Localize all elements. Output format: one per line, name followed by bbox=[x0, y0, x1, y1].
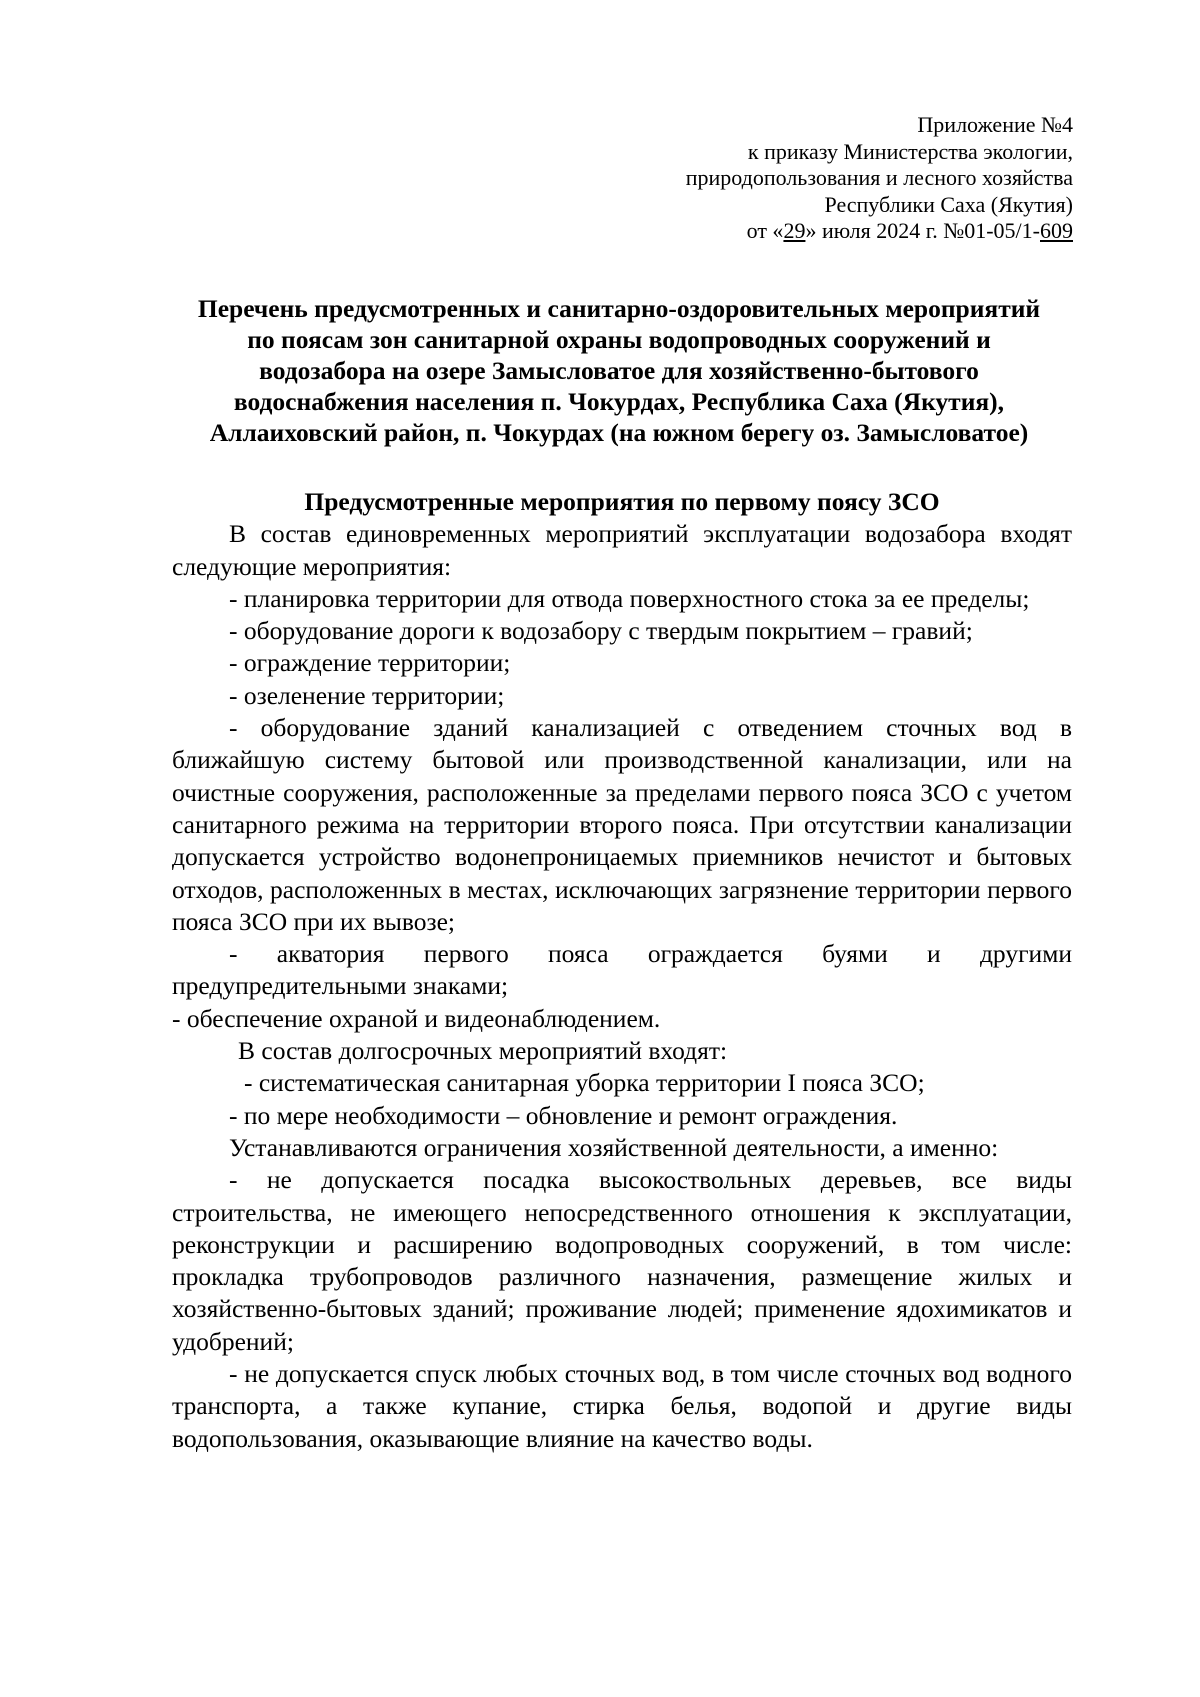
list-item: - обеспечение охраной и видеонаблюдением. bbox=[172, 1003, 661, 1033]
list-item: - систематическая санитарная уборка территории I пояса ЗСО; bbox=[244, 1068, 925, 1098]
list-item: - ограждение территории; bbox=[229, 648, 511, 678]
title-line: Перечень предусмотренных и санитарно-оздоровительных мероприятий bbox=[197, 294, 1041, 323]
date-number: 609 bbox=[1040, 218, 1073, 243]
long-term-intro: В состав долгосрочных мероприятий входят: bbox=[238, 1036, 728, 1066]
list-item: - не допускается спуск любых сточных вод, в том числе сточных вод водного транспорта, а также купание, стирка белья, водопой и другие виды водопользования, оказывающие влияние на качество воды. bbox=[172, 1359, 1072, 1453]
document-body bbox=[172, 486, 1072, 1455]
appendix-line: Республики Саха (Якутия) bbox=[824, 191, 1073, 217]
appendix-line: к приказу Министерства экологии, bbox=[747, 138, 1073, 164]
title-line: Аллаиховский район, п. Чокурдах (на южном берегу оз. Замысловатое) bbox=[209, 418, 1029, 447]
list-item: - планировка территории для отвода поверхностного стока за ее пределы; bbox=[229, 583, 1030, 613]
appendix-line: природопользования и лесного хозяйства bbox=[685, 165, 1073, 190]
appendix-block bbox=[553, 112, 1073, 245]
list-item: - озеленение территории; bbox=[229, 680, 505, 710]
list-item: - по мере необходимости – обновление и ремонт ограждения. bbox=[229, 1100, 898, 1130]
list-item: - не допускается посадка высокоствольных деревьев, все виды строительства, не имеющего непосредственного отношения к эксплуатации, реконструкции и расширению водопроводных сооружений, в том числе: прокладка трубопроводов различного назначения, размещение жилых и хозяйственно-бытовых зданий; проживание людей; применение ядохимикатов и удобрений; bbox=[172, 1165, 1072, 1356]
intro-paragraph: В состав единовременных мероприятий эксплуатации водозабора входят следующие мероприятия: bbox=[172, 519, 1072, 581]
section-heading: Предусмотренные мероприятия по первому поясу ЗСО bbox=[304, 487, 940, 516]
appendix-line: Приложение №4 bbox=[917, 112, 1073, 137]
list-item: - акватория первого пояса ограждается буями и другими предупредительными знаками; bbox=[172, 939, 1072, 1001]
date-prefix: от « bbox=[746, 218, 784, 243]
date-mid: » июля 2024 г. №01-05/1- bbox=[805, 218, 1040, 243]
title-line: водозабора на озере Замысловатое для хозяйственно-бытового bbox=[259, 356, 979, 385]
appendix-date-line bbox=[553, 218, 1073, 245]
title-line: по поясам зон санитарной охраны водопроводных сооружений и bbox=[247, 325, 991, 354]
list-item: - оборудование дороги к водозабору с твердым покрытием – гравий; bbox=[229, 616, 973, 646]
restrictions-intro: Устанавливаются ограничения хозяйственной деятельности, а именно: bbox=[229, 1132, 999, 1162]
list-item: - оборудование зданий канализацией с отведением сточных вод в ближайшую систему бытовой или производственной канализации, или на очистные сооружения, расположенные за пределами первого пояса ЗСО с учетом санитарного режима на территории второго пояса. При отсутствии канализации допускается устройство водонепроницаемых приемников нечистот и бытовых отходов, расположенных в местах, исключающих загрязнение территории первого пояса ЗСО при их вывозе; bbox=[172, 713, 1072, 936]
date-day: 29 bbox=[783, 218, 806, 243]
document-title bbox=[160, 293, 1078, 448]
title-line: водоснабжения населения п. Чокурдах, Республика Саха (Якутия), bbox=[233, 387, 1005, 416]
